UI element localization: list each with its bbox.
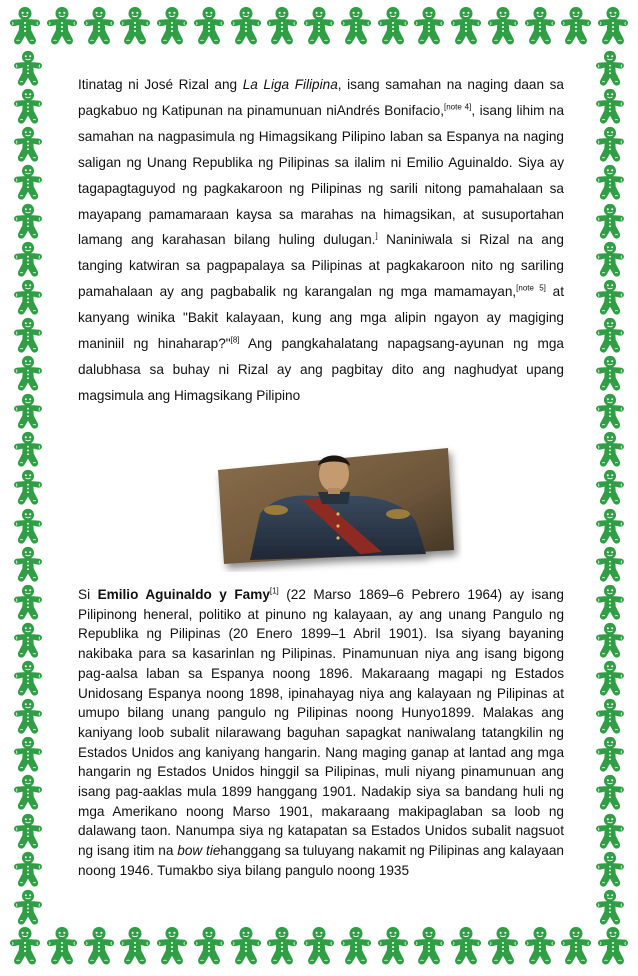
- gingerbread-man-icon: [12, 241, 44, 278]
- gingerbread-man-icon: [523, 6, 557, 46]
- gingerbread-man-icon: [594, 355, 626, 392]
- gingerbread-man-icon: [594, 889, 626, 926]
- footnote-ref[interactable]: [note 4]: [444, 102, 472, 112]
- gingerbread-man-icon: [12, 584, 44, 621]
- gingerbread-man-icon: [486, 926, 520, 966]
- gingerbread-man-icon: [82, 6, 116, 46]
- gingerbread-man-icon: [265, 6, 299, 46]
- document-body-2: [78, 585, 564, 881]
- footnote-ref[interactable]: [8]: [230, 335, 240, 345]
- gingerbread-man-icon: [12, 164, 44, 201]
- gingerbread-man-icon: [12, 546, 44, 583]
- gingerbread-man-icon: [376, 926, 410, 966]
- gingerbread-man-icon: [594, 279, 626, 316]
- gingerbread-man-icon: [302, 926, 336, 966]
- gingerbread-man-icon: [594, 126, 626, 163]
- gingerbread-man-icon: [594, 736, 626, 773]
- gingerbread-man-icon: [12, 660, 44, 697]
- gingerbread-man-icon: [594, 164, 626, 201]
- italic-title: La Liga Filipina: [242, 77, 338, 92]
- gingerbread-man-icon: [12, 203, 44, 240]
- gingerbread-man-icon: [559, 926, 593, 966]
- border-right: [590, 50, 630, 926]
- gingerbread-man-icon: [449, 6, 483, 46]
- italic-term: bow tie: [177, 843, 221, 859]
- gingerbread-man-icon: [559, 6, 593, 46]
- gingerbread-man-icon: [594, 393, 626, 430]
- footnote-ref[interactable]: [note 5]: [516, 283, 546, 293]
- gingerbread-man-icon: [118, 926, 152, 966]
- gingerbread-man-icon: [12, 508, 44, 545]
- document-body: [78, 72, 564, 409]
- bold-name: Emilio Aguinaldo y Famy: [97, 587, 270, 602]
- gingerbread-man-icon: [594, 88, 626, 125]
- portrait-photo-image: [210, 440, 462, 572]
- gingerbread-man-icon: [8, 926, 42, 966]
- paragraph-aguinaldo: Si Emilio Aguinaldo y Famy[1] (22 Marso 1869–6 Pebrero 1964) ay isang Pilipinong heneral, politiko at pinuno ng kalayaan, ay ang unang Pangulo ng Republika ng Pilipinas (20 Enero 1899–1 Abril 1901). Isa siyang bayaning nakibaka para sa kasarinlan ng Pilipinas. Pinamunuan niya ang isang bigong pag-aalsa laban sa Espanya noong 1896. Makaraang magapi ng Estados Unidosang Espanya noong 1898, ipinahayag niya ang kalayaan ng Pilipinas at umupo bilang unang pangulo ng Pilipinas noong Hunyo1899. Malakas ang kaniyang loob subalit nilarawang baguhan sapagkat naniwalang tatangkilin ng Estados Unidos ang kaniyang hangarin. Nang maging ganap at lantad ang mga hangarin ng Estados Unidos hinggil sa Pilipinas, muli niyang pinamunuan ang isang pag-aaklas mula 1899 hanggang 1901. Nadakip siya sa bandang huli ng mga Amerikano noong Marso 1901, makaraang makipaglaban sa loob ng dalawang taon. Nanumpa siya ng katapatan sa Estados Unidos subalit nagsuot ng isang itim na bow tiehanggang sa tuluyang nakamit ng Pilipinas ang kalayaan noong 1946. Tumakbo siya bilang pangulo noong 1935: [78, 586, 564, 878]
- gingerbread-man-icon: [12, 279, 44, 316]
- gingerbread-man-icon: [412, 6, 446, 46]
- gingerbread-man-icon: [594, 317, 626, 354]
- gingerbread-man-icon: [594, 851, 626, 888]
- gingerbread-man-icon: [12, 622, 44, 659]
- gingerbread-man-icon: [12, 126, 44, 163]
- gingerbread-man-icon: [376, 6, 410, 46]
- gingerbread-man-icon: [594, 774, 626, 811]
- gingerbread-man-icon: [594, 203, 626, 240]
- gingerbread-man-icon: [302, 6, 336, 46]
- gingerbread-man-icon: [412, 926, 446, 966]
- border-top: [8, 6, 630, 50]
- gingerbread-man-icon: [339, 6, 373, 46]
- gingerbread-man-icon: [192, 926, 226, 966]
- gingerbread-man-icon: [155, 926, 189, 966]
- gingerbread-man-icon: [594, 546, 626, 583]
- gingerbread-man-icon: [594, 50, 626, 87]
- gingerbread-man-icon: [155, 6, 189, 46]
- gingerbread-man-icon: [486, 6, 520, 46]
- gingerbread-man-icon: [596, 926, 630, 966]
- gingerbread-man-icon: [12, 851, 44, 888]
- gingerbread-man-icon: [12, 50, 44, 87]
- gingerbread-man-icon: [12, 393, 44, 430]
- gingerbread-man-icon: [12, 889, 44, 926]
- gingerbread-man-icon: [265, 926, 299, 966]
- footnote-ref[interactable]: ]: [375, 231, 378, 241]
- gingerbread-man-icon: [12, 355, 44, 392]
- gingerbread-man-icon: [45, 6, 79, 46]
- gingerbread-man-icon: [229, 926, 263, 966]
- gingerbread-man-icon: [12, 813, 44, 850]
- footnote-ref[interactable]: [1]: [269, 586, 279, 596]
- gingerbread-man-icon: [12, 774, 44, 811]
- gingerbread-man-icon: [82, 926, 116, 966]
- gingerbread-man-icon: [594, 660, 626, 697]
- gingerbread-man-icon: [523, 926, 557, 966]
- gingerbread-man-icon: [229, 6, 263, 46]
- gingerbread-man-icon: [8, 6, 42, 46]
- border-bottom: [8, 926, 630, 970]
- gingerbread-man-icon: [594, 584, 626, 621]
- gingerbread-man-icon: [12, 698, 44, 735]
- gingerbread-man-icon: [594, 469, 626, 506]
- gingerbread-man-icon: [594, 622, 626, 659]
- gingerbread-man-icon: [12, 317, 44, 354]
- gingerbread-man-icon: [339, 926, 373, 966]
- gingerbread-man-icon: [594, 431, 626, 468]
- gingerbread-man-icon: [594, 508, 626, 545]
- gingerbread-man-icon: [449, 926, 483, 966]
- gingerbread-man-icon: [594, 698, 626, 735]
- portrait-photo: [210, 440, 462, 572]
- gingerbread-man-icon: [45, 926, 79, 966]
- gingerbread-man-icon: [118, 6, 152, 46]
- gingerbread-man-icon: [12, 88, 44, 125]
- gingerbread-man-icon: [12, 431, 44, 468]
- gingerbread-man-icon: [594, 241, 626, 278]
- gingerbread-man-icon: [192, 6, 226, 46]
- gingerbread-man-icon: [594, 813, 626, 850]
- paragraph-rizal: Itinatag ni José Rizal ang La Liga Filipina, isang samahan na naging daan sa pagkabuo ng Katipunan na pinamunuan niAndrés Bonifacio,[note 4], isang lihim na samahan na nagpasimula ng Himagsikang Pilipino laban sa Espanya na naging saligan ng Unang Republika ng Pilipinas sa ilalim ni Emilio Aguinaldo. Siya ay tagapagtaguyod ng pagkakaroon ng Pilipinas ng sarili nitong pamahalaan sa mayapang pamamaraan kaysa sa marahas na himagsikan, at susuportahan lamang ang karahasan bilang huling dulugan.] Naniniwala si Rizal na ang tanging katwiran sa pagpapalaya sa Pilipinas at pagkakaroon nito ng sariling pamahalaan ay ang pagbabalik ng karangalan ng mga mamamayan,[note 5] at kanyang winika "Bakit kalayaan, kung ang mga alipin ngayon ay magiging maniniil ng hinaharap?"[8] Ang pangkahalatang napagsang-ayunan ng mga dalubhasa sa buhay ni Rizal ay ang pagbitay dito ang naghudyat upang magsimula ang Himagsikang Pilipino: [78, 77, 565, 403]
- gingerbread-man-icon: [12, 469, 44, 506]
- border-left: [8, 50, 48, 926]
- gingerbread-man-icon: [12, 736, 44, 773]
- gingerbread-man-icon: [596, 6, 630, 46]
